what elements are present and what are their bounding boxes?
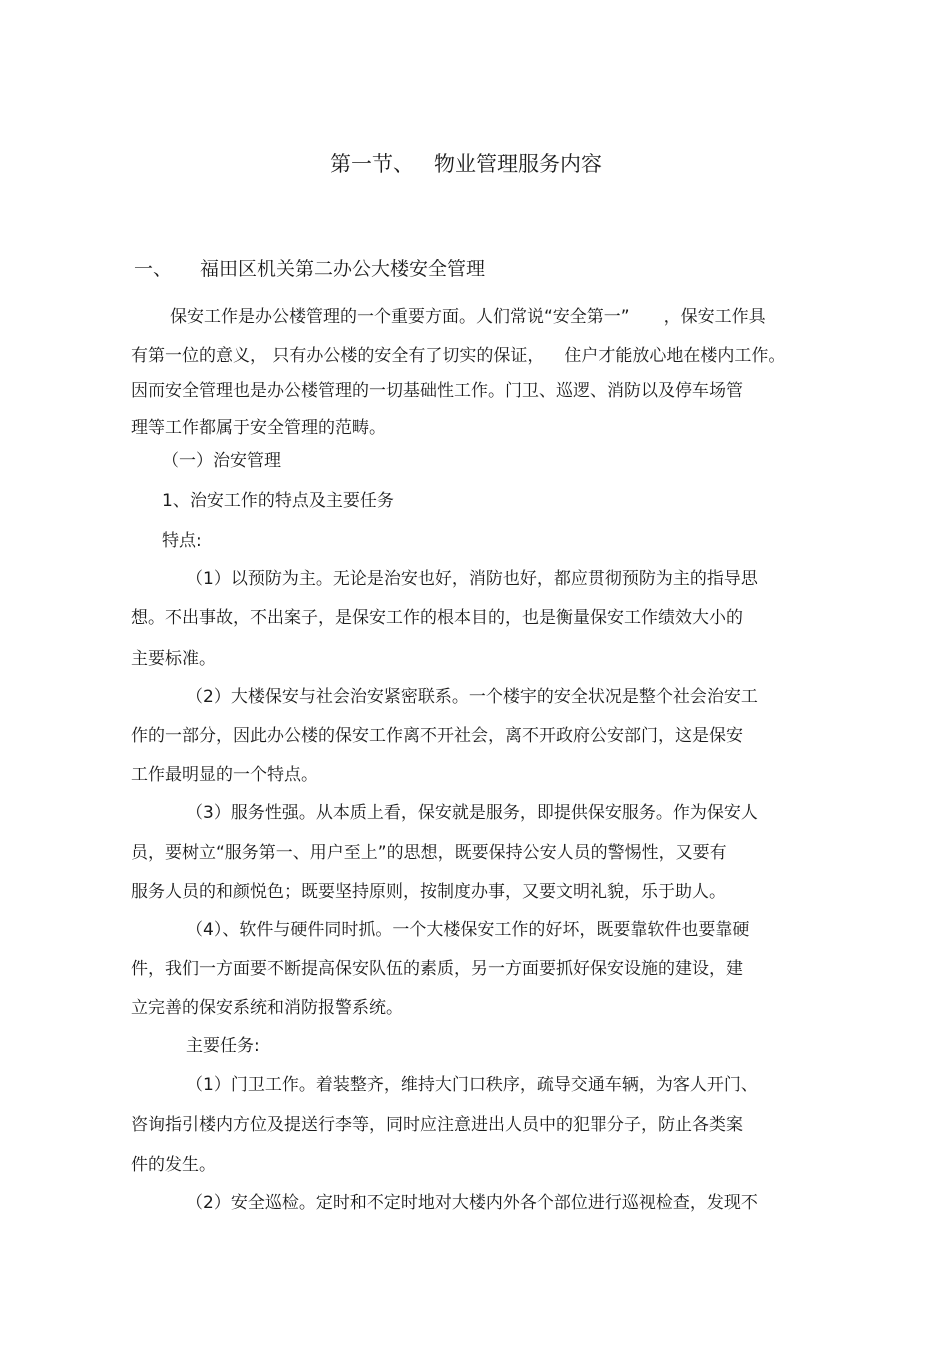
intro-line: 理等工作都属于安全管理的范畴。 [131, 418, 386, 438]
paragraph-line: 立完善的保安系统和消防报警系统。 [131, 998, 403, 1018]
intro-line: 因而安全管理也是办公楼管理的一切基础性工作。门卫、巡逻、消防以及停车场管 [131, 381, 743, 401]
paragraph-line: 主要标准。 [131, 649, 216, 669]
paragraph-line: （4）、软件与硬件同时抓。一个大楼保安工作的好坏，既要靠软件也要靠硬 [186, 920, 750, 940]
paragraph-line: 咨询指引楼内方位及提送行李等，同时应注意进出人员中的犯罪分子，防止各类案 [131, 1115, 743, 1135]
paragraph-line: 作的一部分，因此办公楼的保安工作离不开社会，离不开政府公安部门，这是保安 [131, 726, 743, 746]
intro-line: 有第一位的意义， 只有办公楼的安全有了切实的保证， [131, 346, 545, 366]
section-title-text: 物业管理服务内容 [434, 152, 602, 176]
label-main-tasks: 主要任务: [186, 1036, 260, 1056]
paragraph-line: 工作最明显的一个特点。 [131, 765, 318, 785]
paragraph-line: （2）安全巡检。定时和不定时地对大楼内外各个部位进行巡视检查，发现不 [186, 1193, 758, 1213]
subheading-tasks: 1、治安工作的特点及主要任务 [162, 491, 394, 511]
section-title [330, 151, 602, 177]
intro-line: 保安工作是办公楼管理的一个重要方面。人们常说“安全第一” [170, 307, 630, 327]
paragraph-line: 服务人员的和颜悦色；既要坚持原则，按制度办事，又要文明礼貌，乐于助人。 [131, 882, 726, 902]
paragraph-line: 想。不出事故，不出案子，是保安工作的根本目的，也是衡量保安工作绩效大小的 [131, 608, 743, 628]
intro-line: 住户才能放心地在楼内工作。 [564, 346, 786, 366]
subheading-security: （一）治安管理 [162, 451, 281, 471]
heading-number: 一、 [134, 258, 173, 280]
paragraph-line: 件，我们一方面要不断提高保安队伍的素质，另一方面要抓好保安设施的建设，建 [131, 959, 743, 979]
paragraph-line: （2）大楼保安与社会治安紧密联系。一个楼宇的安全状况是整个社会治安工 [186, 687, 758, 707]
intro-line: ，保安工作具 [663, 307, 766, 327]
label-features: 特点: [162, 531, 202, 551]
section-number: 第一节、 [330, 152, 414, 176]
heading [134, 257, 485, 281]
paragraph-line: （1）以预防为主。无论是治安也好，消防也好，都应贯彻预防为主的指导思 [186, 569, 758, 589]
heading-text: 福田区机关第二办公大楼安全管理 [200, 258, 486, 280]
paragraph-line: 员，要树立“服务第一、用户至上”的思想，既要保持公安人员的警惕性，又要有 [131, 843, 727, 863]
paragraph-line: （3）服务性强。从本质上看，保安就是服务，即提供保安服务。作为保安人 [186, 803, 758, 823]
paragraph-line: 件的发生。 [131, 1155, 216, 1175]
paragraph-line: （1）门卫工作。着装整齐，维持大门口秩序，疏导交通车辆，为客人开门、 [186, 1075, 758, 1095]
